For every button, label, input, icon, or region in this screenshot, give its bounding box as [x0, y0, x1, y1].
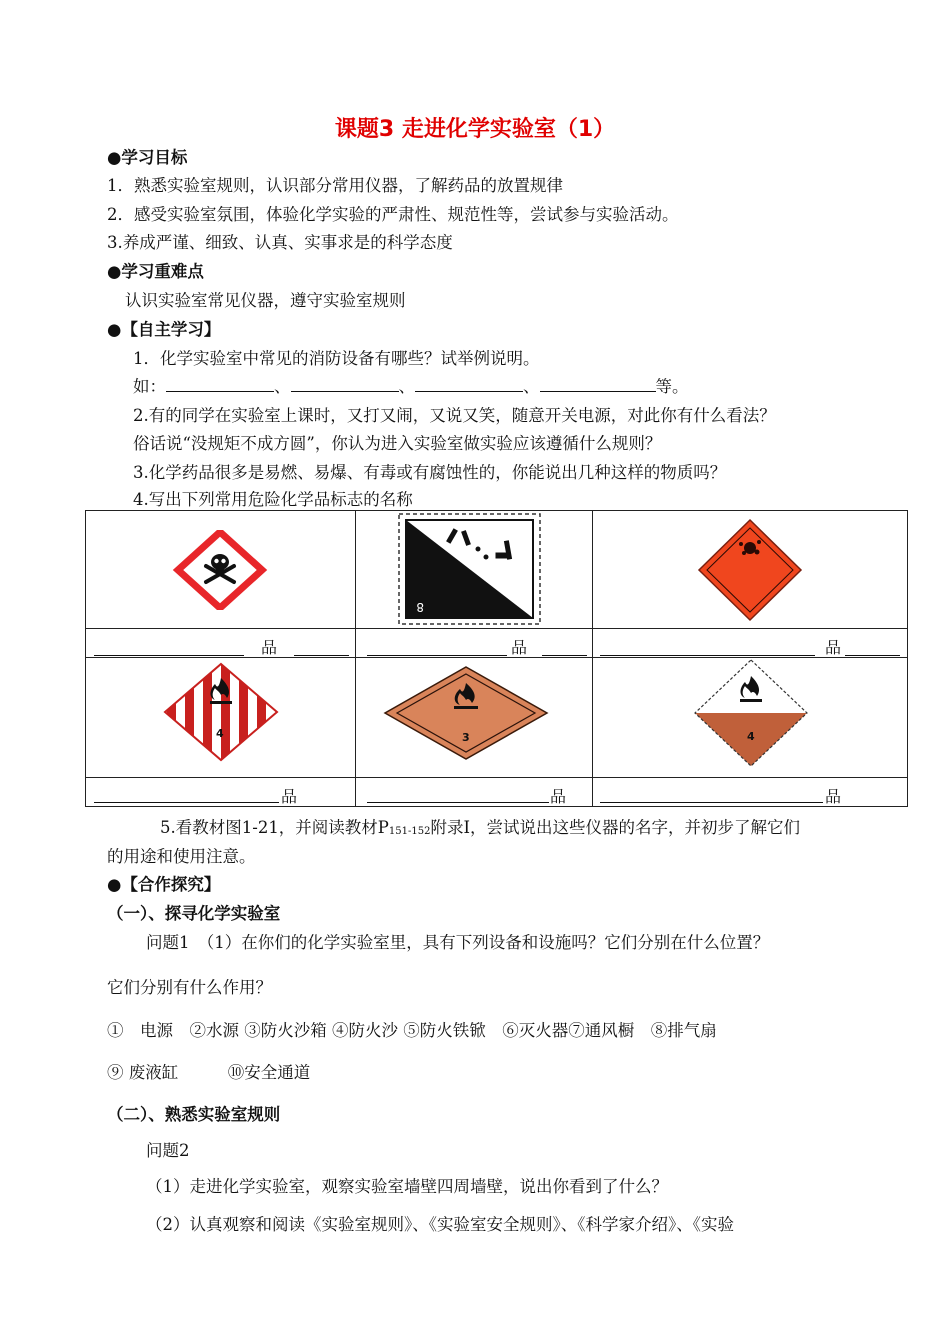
flammable-liquid-sign [383, 665, 549, 761]
key-heading: ●学习重难点 [107, 262, 204, 281]
separator: 、 [523, 377, 540, 396]
table-border [85, 510, 86, 807]
answer-line[interactable] [94, 802, 279, 803]
toxic-sign [170, 530, 270, 610]
key-text: 认识实验室常见仪器，遵守实验室规则 [125, 291, 406, 310]
problem-2-1: （1）走进化学实验室，观察实验室墙壁四周墙壁，说出你看到了什么？ [146, 1177, 668, 1196]
table-border [592, 510, 593, 807]
sign-class-number: 4 [747, 730, 755, 743]
question-1: 1．化学实验室中常见的消防设备有哪些？试举例说明。 [133, 349, 540, 368]
spontaneous-combustion-sign [693, 658, 809, 768]
page-title: 课题3 走进化学实验室（1） [334, 117, 616, 142]
problem-2: 问题2 [146, 1141, 190, 1160]
question-5b: 的用途和使用注意。 [107, 847, 256, 866]
part-2-heading: （二）、熟悉实验室规则 [107, 1105, 281, 1124]
cell-suffix: 品 [550, 787, 567, 806]
part-1-heading: （一）、探寻化学实验室 [107, 904, 281, 923]
table-border [907, 510, 908, 807]
answer-line[interactable] [600, 802, 823, 803]
cell-suffix: 品 [511, 638, 528, 657]
answer-line[interactable] [845, 655, 900, 656]
self-study-heading: ●【自主学习】 [107, 320, 221, 339]
question-2b: 俗话说“没规矩不成方圆”，你认为进入实验室做实验应该遵循什么规则？ [133, 434, 662, 453]
separator: 、 [398, 377, 415, 396]
sign-class-number: 3 [462, 731, 470, 744]
goals-heading: ●学习目标 [107, 148, 188, 167]
q5-page-range: 151-152 [388, 826, 431, 837]
facilities-list-1: ① 电源 ②水源 ③防火沙箱 ④防火沙 ⑤防火铁锨 ⑥灭火器⑦通风橱 ⑧排气扇 [107, 1021, 717, 1040]
goal-2: 2．感受实验室氛围，体验化学实验的严肃性、规范性等，尝试参与实验活动。 [107, 205, 679, 224]
answer-blank[interactable] [540, 377, 656, 392]
table-border [85, 777, 908, 778]
table-border [85, 510, 908, 511]
answer-line[interactable] [94, 655, 244, 656]
cell-suffix: 品 [281, 787, 298, 806]
question-1-answer-line [133, 373, 689, 397]
table-border [85, 628, 908, 629]
answer-line[interactable] [367, 655, 507, 656]
cell-suffix: 品 [261, 638, 278, 657]
answer-blank[interactable] [291, 377, 399, 392]
table-border [85, 806, 908, 807]
problem-2-2: （2）认真观察和阅读《实验室规则》、《实验室安全规则》、《科学家介绍》、《实验 [146, 1215, 734, 1234]
goal-3: 3.养成严谨、细致、认真、实事求是的科学态度 [107, 233, 453, 252]
sign-class-number: 8 [416, 600, 424, 614]
q1-prefix: 如： [133, 377, 166, 396]
answer-line[interactable] [542, 655, 587, 656]
question-3: 3.化学药品很多是易燃、易爆、有毒或有腐蚀性的，你能说出几种这样的物质吗？ [133, 463, 727, 482]
q5-post: 附录Ⅰ，尝试说出这些仪器的名字，并初步了解它们 [430, 818, 801, 837]
hazard-sign-table [85, 510, 908, 807]
cell-suffix: 品 [825, 638, 842, 657]
q1-suffix: 等。 [655, 377, 689, 396]
goal-1: 1．熟悉实验室规则，认识部分常用仪器，了解药品的放置规律 [107, 176, 563, 195]
problem-1b: 它们分别有什么作用？ [107, 978, 272, 997]
coop-heading: ●【合作探究】 [107, 875, 221, 894]
q5-pre: 5.看教材图1-21，并阅读教材P [160, 818, 389, 837]
question-2a: 2.有的同学在实验室上课时，又打又闹，又说又笑，随意开关电源，对此你有什么看法？ [133, 406, 776, 425]
answer-line[interactable] [600, 655, 815, 656]
answer-line[interactable] [367, 802, 549, 803]
explosive-sign [697, 518, 803, 622]
answer-blank[interactable] [415, 377, 523, 392]
facilities-list-2: ⑨ 废液缸 ⑩安全通道 [107, 1063, 311, 1082]
question-4: 4.写出下列常用危险化学品标志的名称 [133, 490, 413, 509]
problem-1: 问题1 （1）在你们的化学实验室里，具有下列设备和设施吗？它们分别在什么位置？ [146, 933, 770, 952]
answer-blank[interactable] [166, 377, 274, 392]
sign-class-number: 4 [216, 727, 224, 740]
cell-suffix: 品 [825, 787, 842, 806]
table-border [355, 510, 356, 807]
question-5a [160, 814, 800, 838]
corrosive-sign [398, 513, 541, 625]
flammable-solid-sign [163, 662, 279, 762]
separator: 、 [274, 377, 291, 396]
answer-line[interactable] [294, 655, 349, 656]
